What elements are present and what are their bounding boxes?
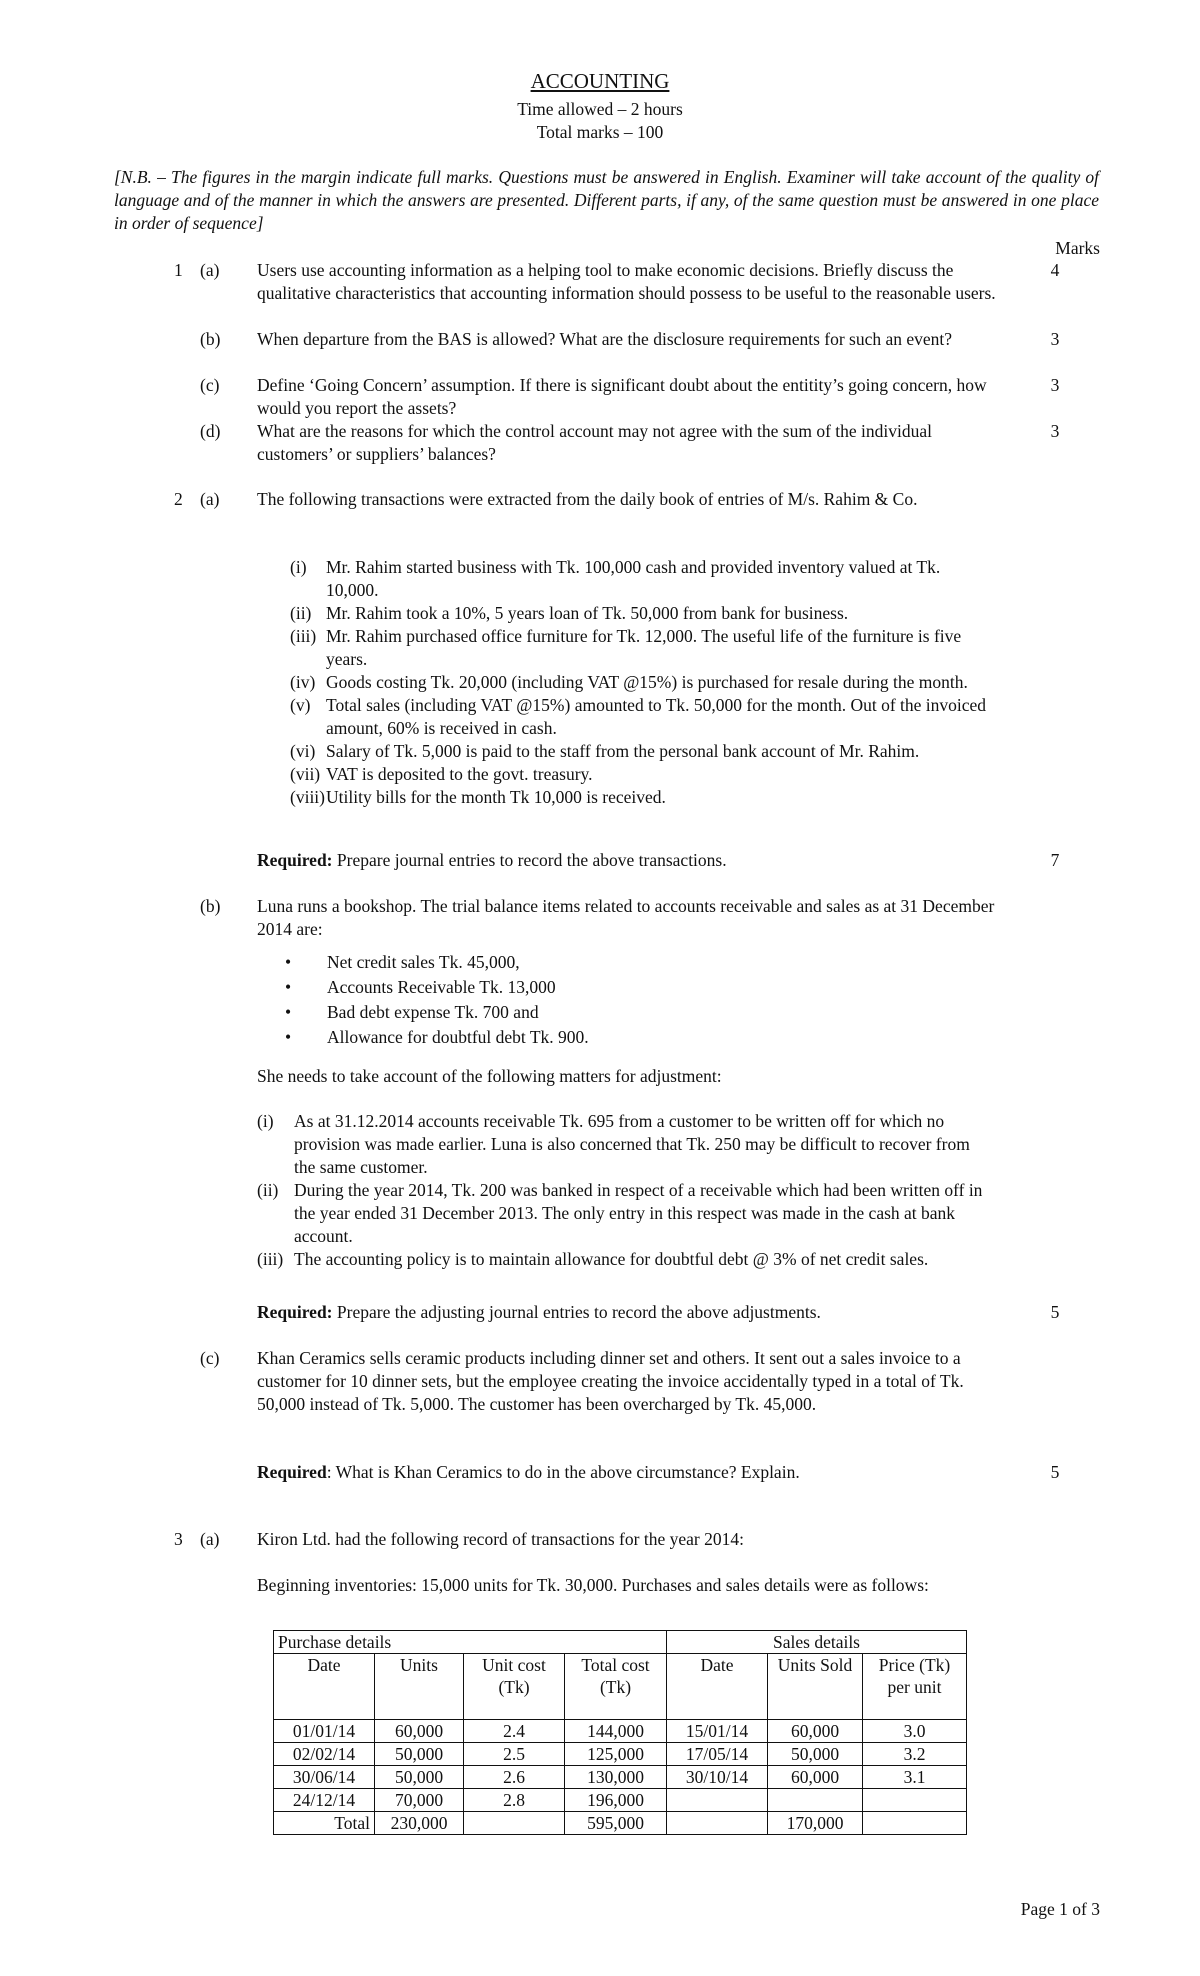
table-cell: 230,000 (375, 1812, 464, 1835)
list-item: • Bad debt expense Tk. 700 and (285, 1002, 539, 1022)
time-allowed: Time allowed – 2 hours (517, 99, 683, 119)
table-cell (464, 1812, 565, 1835)
question-number: 3 (174, 1529, 183, 1549)
table-cell: 2.8 (464, 1789, 565, 1812)
table-cell (768, 1789, 863, 1812)
table-cell: 2.4 (464, 1720, 565, 1743)
table-cell: 50,000 (768, 1743, 863, 1766)
table-cell: 2.5 (464, 1743, 565, 1766)
table-row (274, 1743, 967, 1766)
question-mark: 3 (1050, 329, 1060, 349)
question-mark: 3 (1050, 375, 1060, 395)
total-marks: Total marks – 100 (536, 122, 664, 142)
question-mark: 5 (1050, 1302, 1060, 1322)
transaction-list (290, 556, 996, 809)
question-text: What are the reasons for which the control account may not agree with the sum of the individual customers’ or suppliers’ balances? (257, 421, 932, 464)
question-part: (a) (200, 260, 220, 280)
table-cell (667, 1789, 768, 1812)
table-total-row (274, 1812, 967, 1835)
question-mark: 7 (1050, 850, 1060, 870)
marks-column-header: Marks (1055, 238, 1100, 258)
list-item: • Accounts Receivable Tk. 13,000 (285, 977, 556, 997)
page-title: ACCOUNTING (530, 69, 670, 93)
question-part: (c) (200, 375, 220, 395)
column-header: Date (274, 1654, 375, 1720)
column-header: Date (667, 1654, 768, 1720)
table-cell: 30/06/14 (274, 1766, 375, 1789)
list-item: (vii) VAT is deposited to the govt. treasury. (290, 764, 593, 784)
table-cell: 70,000 (375, 1789, 464, 1812)
table-cell: 3.0 (863, 1720, 967, 1743)
list-item: (viii) Utility bills for the month Tk 10,000 is received. (290, 787, 666, 807)
question-part: (a) (200, 489, 220, 509)
table-cell: 60,000 (768, 1720, 863, 1743)
table-cell: 17/05/14 (667, 1743, 768, 1766)
table-cell (667, 1812, 768, 1835)
table-column-header-row (274, 1654, 967, 1720)
table-cell (863, 1812, 967, 1835)
table-cell: 50,000 (375, 1743, 464, 1766)
sales-details-header: Sales details (667, 1631, 967, 1654)
table-cell: 2.6 (464, 1766, 565, 1789)
table-row (274, 1720, 967, 1743)
table-cell: 3.2 (863, 1743, 967, 1766)
column-header: Units (375, 1654, 464, 1720)
question-number: 2 (174, 489, 183, 509)
list-item: (i) Mr. Rahim started business with Tk. 100,000 cash and provided inventory valued at Tk. 10,000. (290, 557, 941, 600)
table-cell: 196,000 (565, 1789, 667, 1812)
question-mark: 5 (1050, 1462, 1060, 1482)
table-cell: 50,000 (375, 1766, 464, 1789)
question-text: Beginning inventories: 15,000 units for Tk. 30,000. Purchases and sales details were as follows: (257, 1575, 929, 1595)
required-instruction: Required: What is Khan Ceramics to do in the above circumstance? Explain. (257, 1462, 800, 1482)
purchase-details-header: Purchase details (274, 1631, 667, 1654)
table-header-row (274, 1631, 967, 1654)
question-number: 1 (174, 260, 183, 280)
table-cell: 24/12/14 (274, 1789, 375, 1812)
required-instruction: Required: Prepare the adjusting journal entries to record the above adjustments. (257, 1302, 821, 1322)
question-mark: 4 (1050, 260, 1060, 280)
list-item: (iii) Mr. Rahim purchased office furniture for Tk. 12,000. The useful life of the furniture is five years. (290, 626, 962, 669)
question-text: When departure from the BAS is allowed? What are the disclosure requirements for such an event? (257, 329, 953, 349)
table-cell: 01/01/14 (274, 1720, 375, 1743)
table-cell: Total (274, 1812, 375, 1835)
table-row (274, 1766, 967, 1789)
column-header: Total cost (Tk) (565, 1654, 667, 1720)
table-cell: 02/02/14 (274, 1743, 375, 1766)
question-mark: 3 (1050, 421, 1060, 441)
question-text: Kiron Ltd. had the following record of transactions for the year 2014: (257, 1529, 744, 1549)
question-part: (b) (200, 329, 221, 349)
question-text: Define ‘Going Concern’ assumption. If there is significant doubt about the entitity’s going concern, how would you report the assets? (257, 375, 987, 418)
list-item: (iii) The accounting policy is to maintain allowance for doubtful debt @ 3% of net credit sales. (257, 1249, 929, 1269)
question-text: Khan Ceramics sells ceramic products including dinner set and others. It sent out a sales invoice to a customer for 10 dinner sets, but the employee creating the invoice accidentally typed in a total of Tk. 50,000 instead of Tk. 5,000. The customer has been overcharged by Tk. 45,000. (257, 1348, 964, 1414)
list-item: (ii) Mr. Rahim took a 10%, 5 years loan of Tk. 50,000 from bank for business. (290, 603, 849, 623)
table-cell: 130,000 (565, 1766, 667, 1789)
question-text: Luna runs a bookshop. The trial balance items related to accounts receivable and sales as at 31 December 2014 are: (257, 896, 995, 939)
list-item: (i) As at 31.12.2014 accounts receivable Tk. 695 from a customer to be written off for which no provision was made earlier. Luna is also concerned that Tk. 250 may be difficult to recover from the same customer. (257, 1111, 970, 1177)
list-item: (vi) Salary of Tk. 5,000 is paid to the staff from the personal bank account of Mr. Rahim. (290, 741, 920, 761)
question-part: (a) (200, 1529, 220, 1549)
table-cell: 170,000 (768, 1812, 863, 1835)
list-item: • Allowance for doubtful debt Tk. 900. (285, 1027, 589, 1047)
question-text: The following transactions were extracted from the daily book of entries of M/s. Rahim & Co. (257, 489, 918, 509)
table-cell: 595,000 (565, 1812, 667, 1835)
question-text: Users use accounting information as a helping tool to make economic decisions. Briefly discuss the qualitative characteristics that accounting information should possess to be useful to the reasonable users. (257, 260, 996, 303)
table-cell: 30/10/14 (667, 1766, 768, 1789)
table-cell: 144,000 (565, 1720, 667, 1743)
question-text: She needs to take account of the following matters for adjustment: (257, 1066, 722, 1086)
list-item: (v) Total sales (including VAT @15%) amounted to Tk. 50,000 for the month. Out of the invoiced amount, 60% is received in cash. (290, 695, 987, 738)
table-cell (863, 1789, 967, 1812)
table-cell: 125,000 (565, 1743, 667, 1766)
column-header: Units Sold (768, 1654, 863, 1720)
column-header: Unit cost (Tk) (464, 1654, 565, 1720)
list-item: (ii) During the year 2014, Tk. 200 was banked in respect of a receivable which had been written off in the year ended 31 December 2013. The only entry in this respect was made in the cash at bank account. (257, 1180, 983, 1246)
adjustment-list (257, 1110, 985, 1271)
column-header: Price (Tk) per unit (863, 1654, 967, 1720)
table-cell: 60,000 (768, 1766, 863, 1789)
question-part: (c) (200, 1348, 220, 1368)
inventory-table (273, 1630, 967, 1835)
table-cell: 3.1 (863, 1766, 967, 1789)
list-item: • Net credit sales Tk. 45,000, (285, 952, 520, 972)
trial-balance-list (257, 951, 957, 1051)
instructions-note: [N.B. – The figures in the margin indicate full marks. Questions must be answered in English. Examiner will take account of the quality of language and of the manner in which the answers are presented. Different parts, if any, of the same question must be answered in one place in order of sequence] (114, 167, 1099, 233)
page-number: Page 1 of 3 (1020, 1899, 1100, 1919)
table-cell: 15/01/14 (667, 1720, 768, 1743)
table-row (274, 1789, 967, 1812)
list-item: (iv) Goods costing Tk. 20,000 (including VAT @15%) is purchased for resale during the month. (290, 672, 968, 692)
required-instruction: Required: Prepare journal entries to record the above transactions. (257, 850, 727, 870)
question-part: (b) (200, 896, 221, 916)
question-part: (d) (200, 421, 221, 441)
table-cell: 60,000 (375, 1720, 464, 1743)
